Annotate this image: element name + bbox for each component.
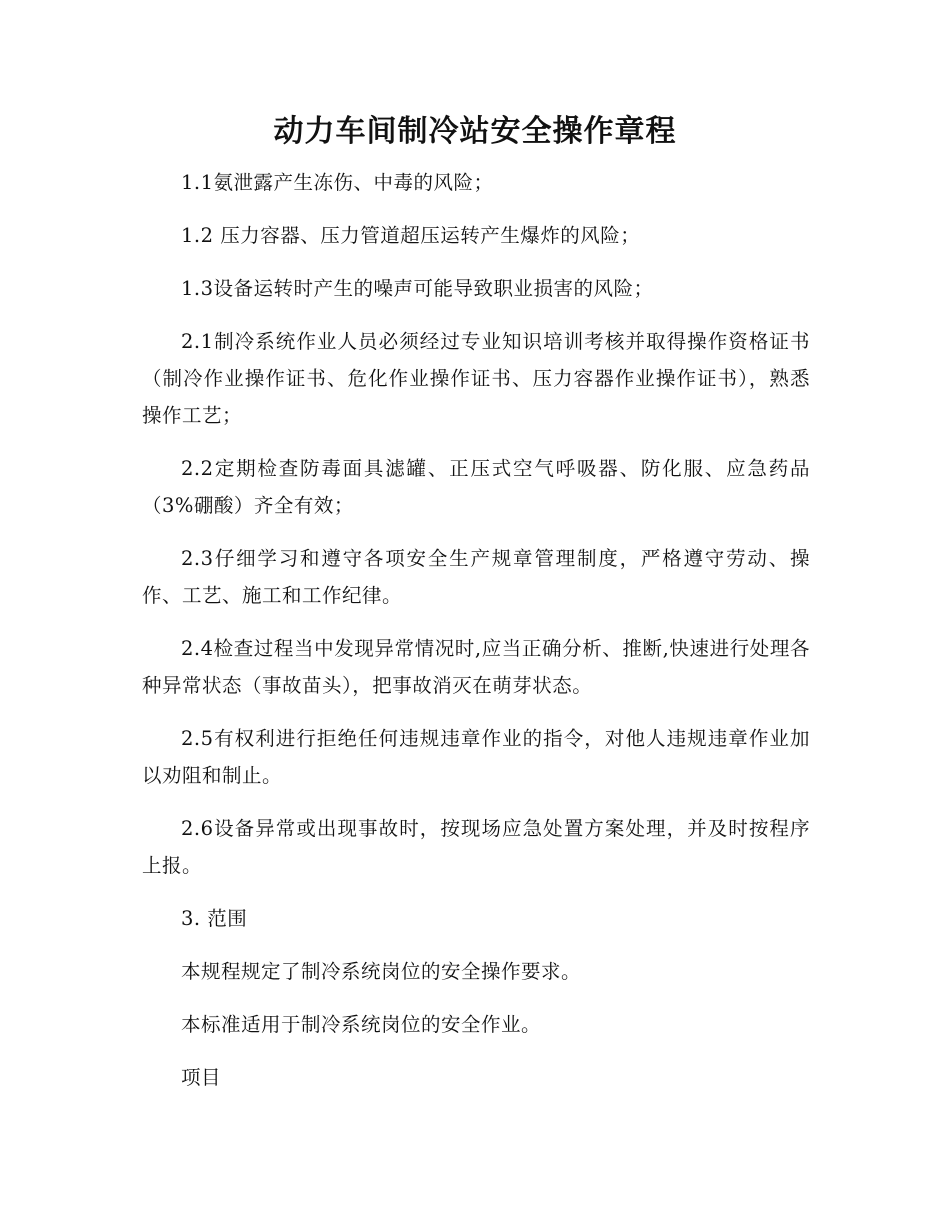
paragraph-1-1: 1.1氨泄露产生冻伤、中毒的风险； bbox=[181, 171, 494, 194]
section-heading-scope: 3. 范围 bbox=[181, 907, 248, 930]
paragraph-2-2: 2.2定期检查防毒面具滤罐、正压式空气呼吸器、防化服、应急药品（3%硼酸）齐全有效； bbox=[142, 457, 810, 517]
paragraph-scope-1: 本规程规定了制冷系统岗位的安全操作要求。 bbox=[181, 960, 582, 983]
section-heading-items: 项目 bbox=[181, 1066, 222, 1089]
paragraph-2-4: 2.4检查过程当中发现异常情况时,应当正确分析、推断,快速进行处理各种异常状态（事故苗头），把事故消灭在萌芽状态。 bbox=[142, 637, 810, 697]
paragraph-2-1: 2.1制冷系统作业人员必须经过专业知识培训考核并取得操作资格证书（制冷作业操作证书、危化作业操作证书、压力容器作业操作证书），熟悉操作工艺； bbox=[142, 330, 810, 427]
document-body bbox=[142, 164, 810, 1112]
paragraph-scope-2: 本标准适用于制冷系统岗位的安全作业。 bbox=[181, 1013, 542, 1036]
paragraph-1-3: 1.3设备运转时产生的噪声可能导致职业损害的风险； bbox=[181, 277, 654, 300]
paragraph-2-6: 2.6设备异常或出现事故时，按现场应急处置方案处理，并及时按程序上报。 bbox=[142, 817, 810, 877]
document-title: 动力车间制冷站安全操作章程 bbox=[273, 114, 677, 149]
paragraph-2-3: 2.3仔细学习和遵守各项安全生产规章管理制度，严格遵守劳动、操作、工艺、施工和工作纪律。 bbox=[142, 547, 810, 607]
paragraph-2-5: 2.5有权利进行拒绝任何违规违章作业的指令，对他人违规违章作业加以劝阻和制止。 bbox=[142, 727, 810, 787]
paragraph-1-2: 1.2 压力容器、压力管道超压运转产生爆炸的风险； bbox=[181, 224, 641, 247]
